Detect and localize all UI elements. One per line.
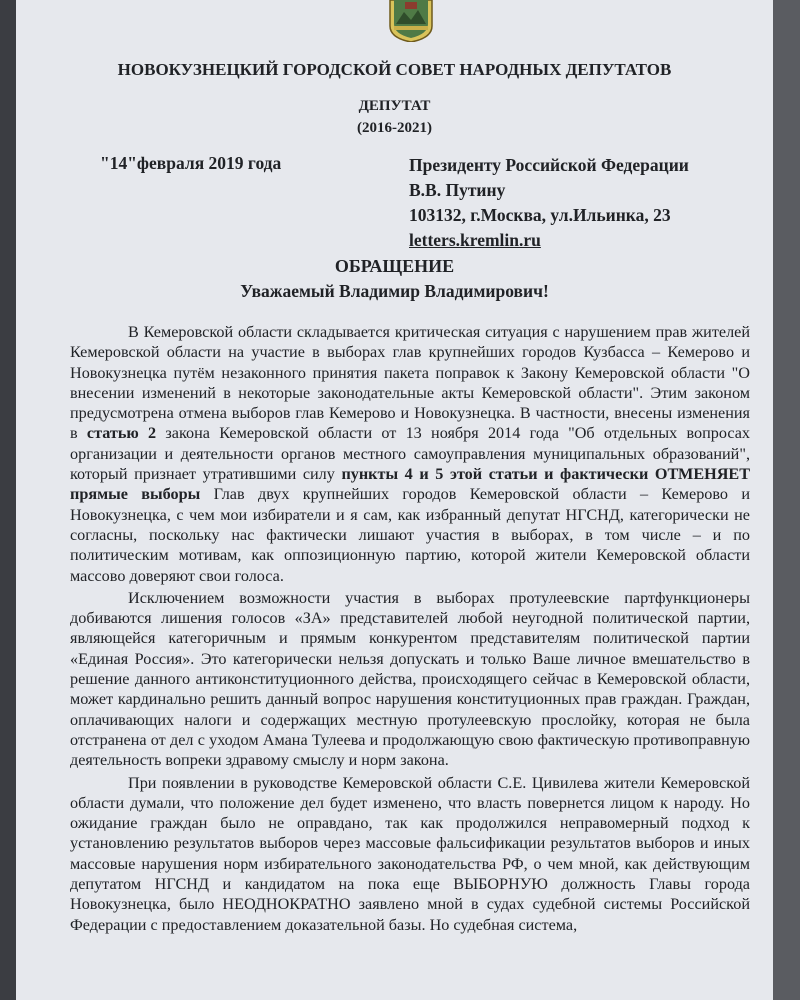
paragraph-emphasis: пункты 4 и 5 этой статьи и фактически ОТМЕНЯЕТ прямые выборы: [70, 465, 750, 504]
paragraph-text: закона Кемеровской области от 13 ноября 2014 года "Об отдельных вопросах организации и деятельности органов местного самоуправления муниципальных образований", который признает утратившими силу: [70, 424, 750, 484]
body-paragraph: При появлении в руководстве Кемеровской области С.Е. Цивилева жители Кемеровской области думали, что положение дел будет изменено, что власть повернется лицом к народу. Но ожидание граждан было не оправдано, так как продолжился неправомерный подход к установлению результатов выборов через массовые фальсификации результатов выборов и иных массовые нарушения норм избирательного законодательства РФ, о чем мной, как действующим депутатом НГСНД и кандидатом на пока еще ВЫБОРНУЮ должность Главы города Новокузнецка, было НЕОДНОКРАТНО заявлено мной в судах судебной системы Российской Федерации с предоставлением доказательной базы. Но судебная система,: [70, 773, 750, 934]
letter-body: [70, 322, 750, 937]
position-heading: ДЕПУТАТ: [358, 98, 431, 114]
body-paragraph: Исключением возможности участия в выборах протулеевские партфункционеры добиваются лишения голосов «ЗА» представителей любой неугодной политической партии, являющейся категоричным и прямым конкурентом представителям политической партии «Единая Россия». Это категорически нельзя допускать и только Ваше личное вмешательство в решение данного антиконституционного действа, происходящего сейчас в Кемеровской области, может кардинально решить данный вопрос нарушения конституционных прав граждан. Граждан, оплачивающих налоги и содержащих местную протулеевскую прослойку, которая не была отстранена от дел с уходом Амана Тулеева и продолжающую свою фактическую противоправную деятельность вопреки здравому смыслу и норм закона.: [70, 588, 750, 770]
organization-heading: НОВОКУЗНЕЦКИЙ ГОРОДСКОЙ СОВЕТ НАРОДНЫХ ДЕПУТАТОВ: [117, 60, 672, 79]
body-paragraph: [70, 322, 750, 586]
addressee-line: В.В. Путину: [409, 180, 506, 200]
document-page: [16, 0, 773, 1000]
paragraph-emphasis: статью 2: [86, 424, 157, 443]
term-heading: (2016-2021): [357, 120, 432, 136]
letter-date: "14"февраля 2019 года: [100, 153, 282, 173]
document-title: ОБРАЩЕНИЕ: [334, 256, 455, 276]
salutation: Уважаемый Владимир Владимирович!: [240, 281, 549, 301]
addressee-line: Президенту Российской Федерации: [409, 155, 689, 175]
addressee-url: letters.kremlin.ru: [409, 230, 541, 250]
paragraph-text: В Кемеровской области складывается критическая ситуация с нарушением прав жителей Кемеровской области на участие в выборах глав крупнейших городов Кузбасса – Кемерово и Новокузнецка путём незаконного принятия пакета поправок к Закону Кемеровской области "О внесении изменений в некоторые законодательные акты Кемеровской области". Этим законом предусмотрена отмена выборов глав Кемерово и Новокузнецка. В частности, внесены изменения в: [70, 323, 750, 443]
addressee-line: 103132, г.Москва, ул.Ильинка, 23: [409, 205, 671, 225]
addressee-block: [409, 153, 689, 253]
page-shadow: [773, 0, 800, 1000]
coat-of-arms-icon: [386, 0, 436, 42]
paragraph-text: Глав двух крупнейших городов Кемеровской области – Кемерово и Новокузнецка, с чем мои избиратели и я сам, как избранный депутат НГСНД, категорически не согласны, поскольку нас фактически лишают участия в выборах, в том числе – и по политическим мотивам, как оппозиционную партию, которой жители Кемеровской области массово доверяют свои голоса.: [70, 485, 750, 585]
